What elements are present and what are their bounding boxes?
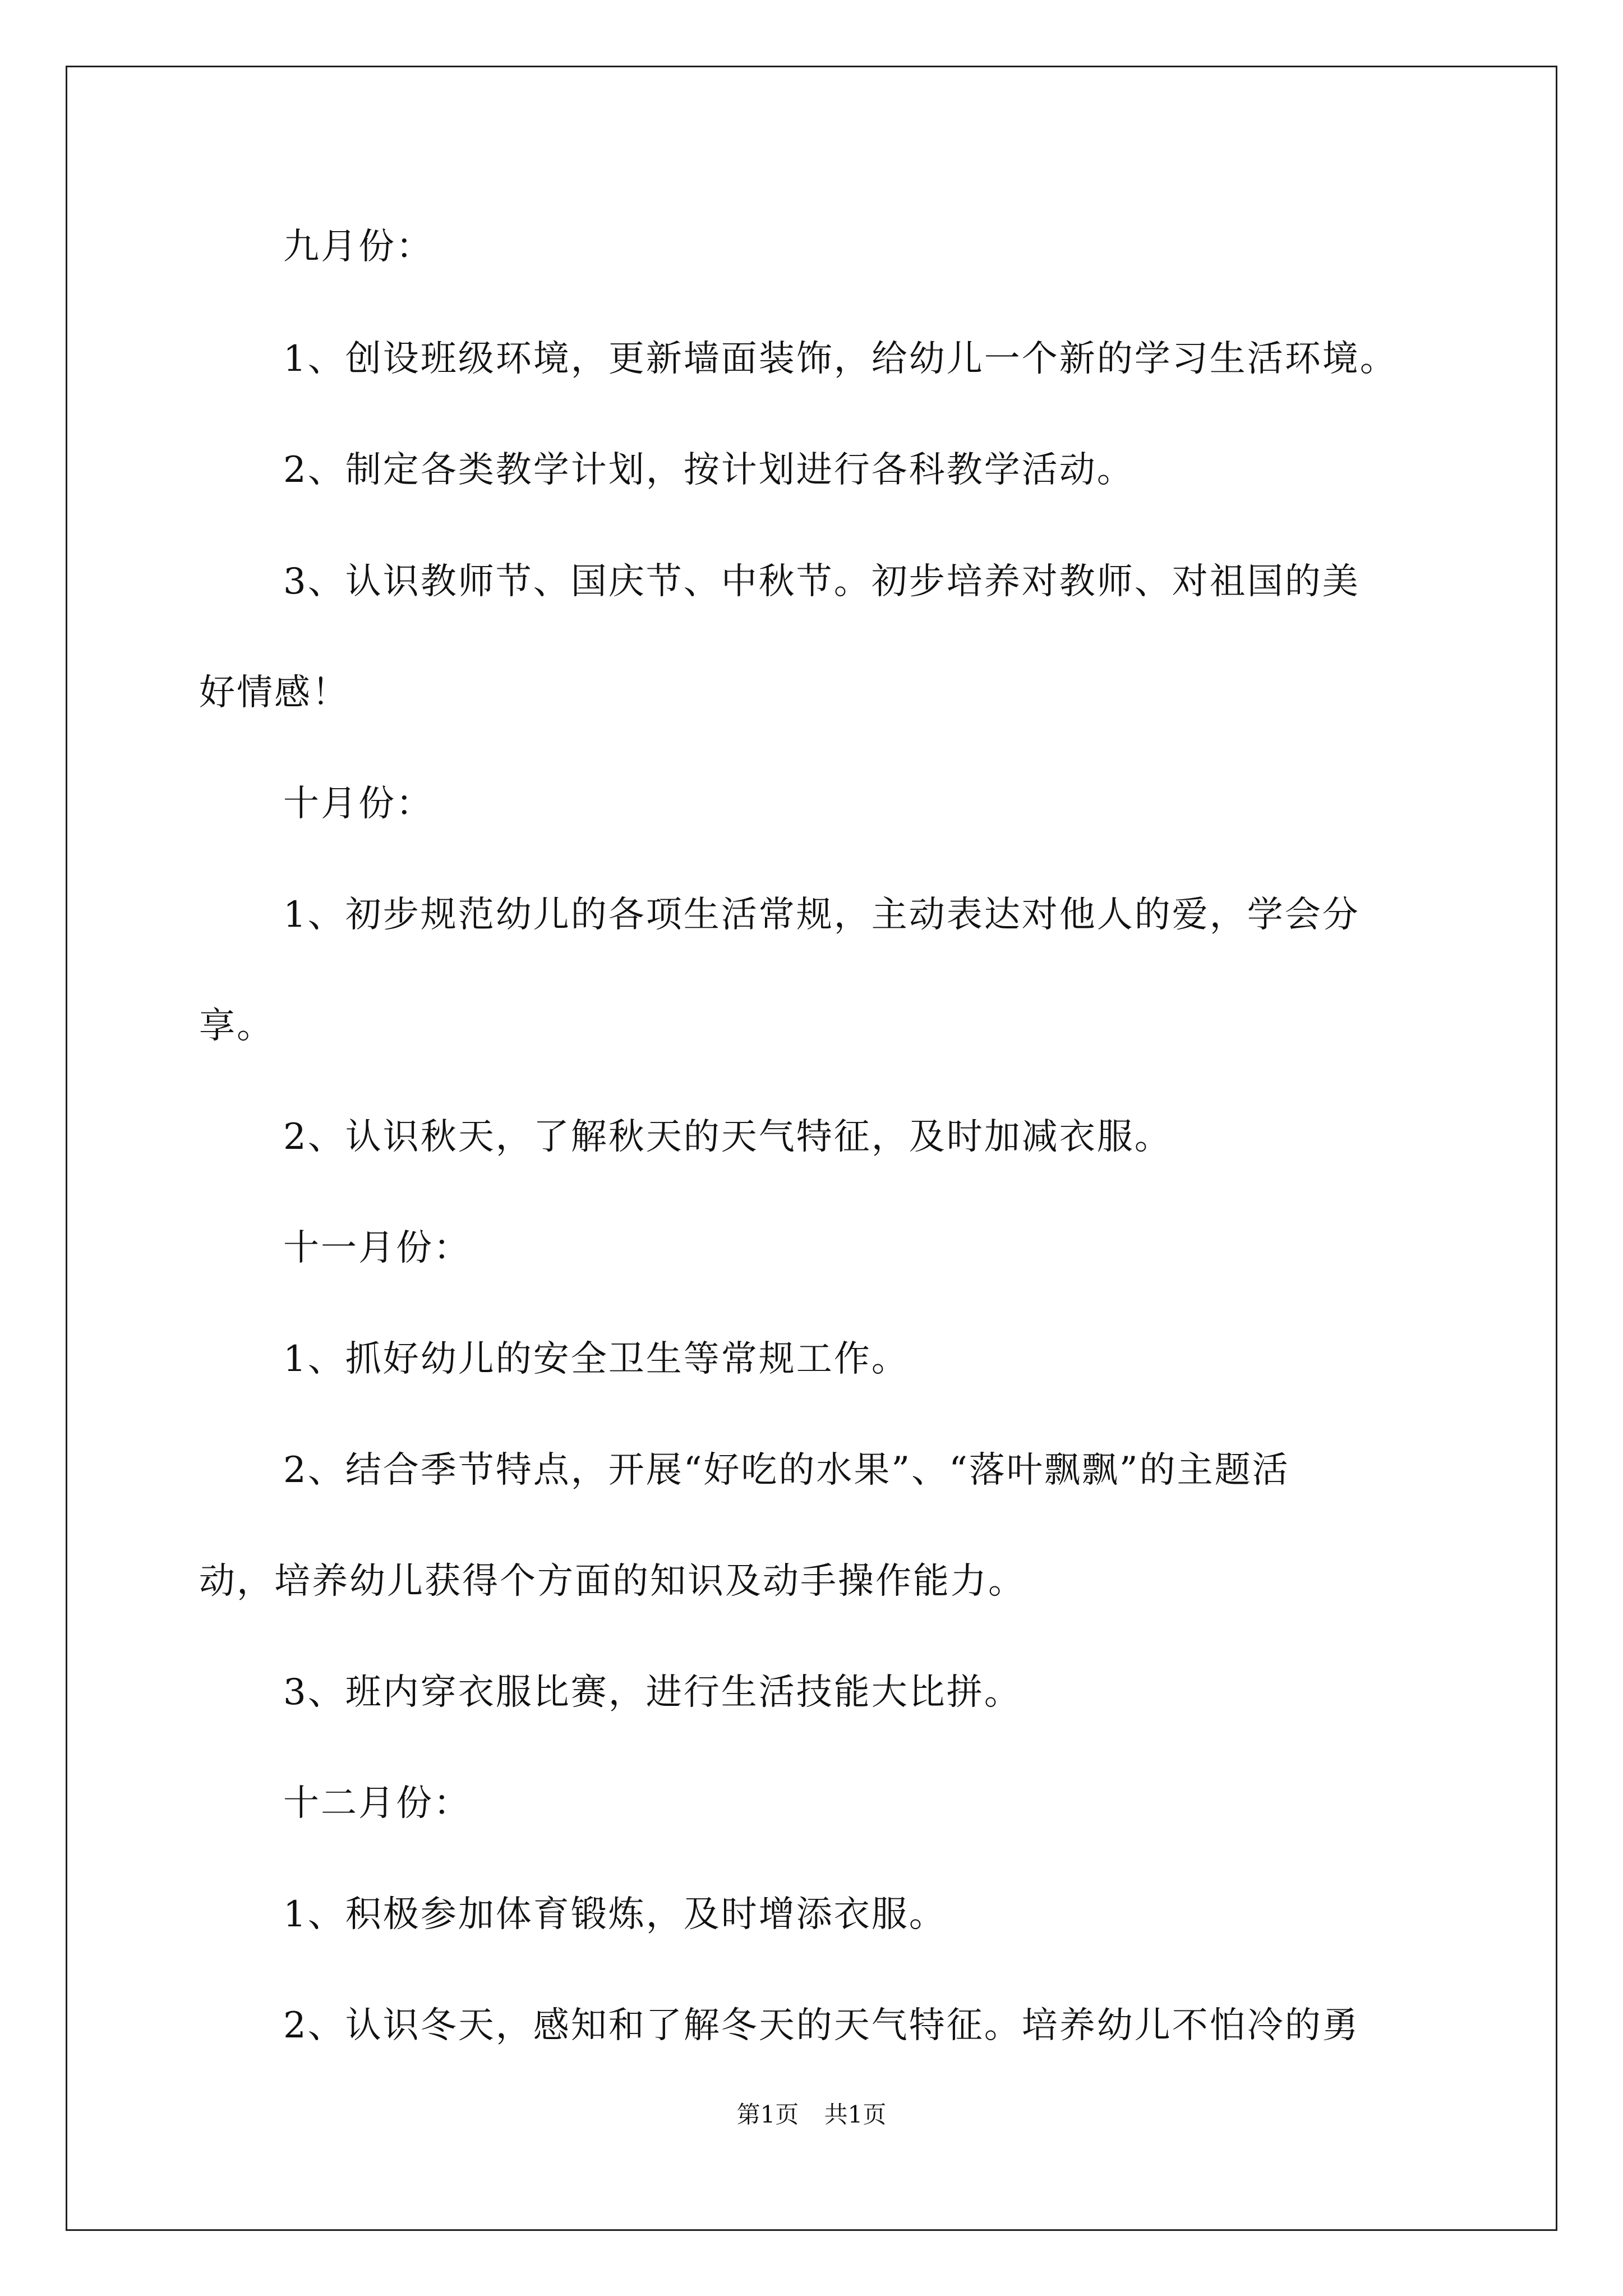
paragraph-line: 3、班内穿衣服比赛，进行生活技能大比拼。 xyxy=(283,1672,1022,1713)
paragraph-line: 动，培养幼儿获得个方面的知识及动手操作能力。 xyxy=(199,1561,1026,1602)
paragraph-line: 1、积极参加体育锻炼，及时增添衣服。 xyxy=(283,1894,947,1935)
paragraph-line: 1、初步规范幼儿的各项生活常规，主动表达对他人的爱，学会分 xyxy=(283,894,1360,936)
page-number-total: 共1页 xyxy=(824,2101,887,2128)
heading-october: 十月份： xyxy=(283,783,434,825)
paragraph-line: 2、认识冬天，感知和了解冬天的天气特征。培养幼儿不怕冷的勇 xyxy=(283,2005,1360,2046)
paragraph-line: 好情感！ xyxy=(199,672,349,714)
paragraph-line: 享。 xyxy=(199,1005,274,1047)
heading-september: 九月份： xyxy=(283,226,434,268)
paragraph-line: 1、抓好幼儿的安全卫生等常规工作。 xyxy=(283,1338,909,1380)
paragraph-line: 3、认识教师节、国庆节、中秋节。初步培养对教师、对祖国的美 xyxy=(283,561,1360,602)
paragraph-line: 2、认识秋天，了解秋天的天气特征，及时加减衣服。 xyxy=(283,1116,1172,1158)
page-number-current: 第1页 xyxy=(736,2101,799,2128)
heading-november: 十一月份： xyxy=(283,1227,471,1269)
paragraph-line: 2、制定各类教学计划，按计划进行各科教学活动。 xyxy=(283,449,1135,491)
paragraph-line: 1、创设班级环境，更新墙面装饰，给幼儿一个新的学习生活环境。 xyxy=(283,338,1398,380)
heading-december: 十二月份： xyxy=(283,1783,471,1824)
page-footer xyxy=(0,2099,1623,2131)
paragraph-line: 2、结合季节特点，开展“好吃的水果”、“落叶飘飘”的主题活 xyxy=(283,1450,1290,1491)
